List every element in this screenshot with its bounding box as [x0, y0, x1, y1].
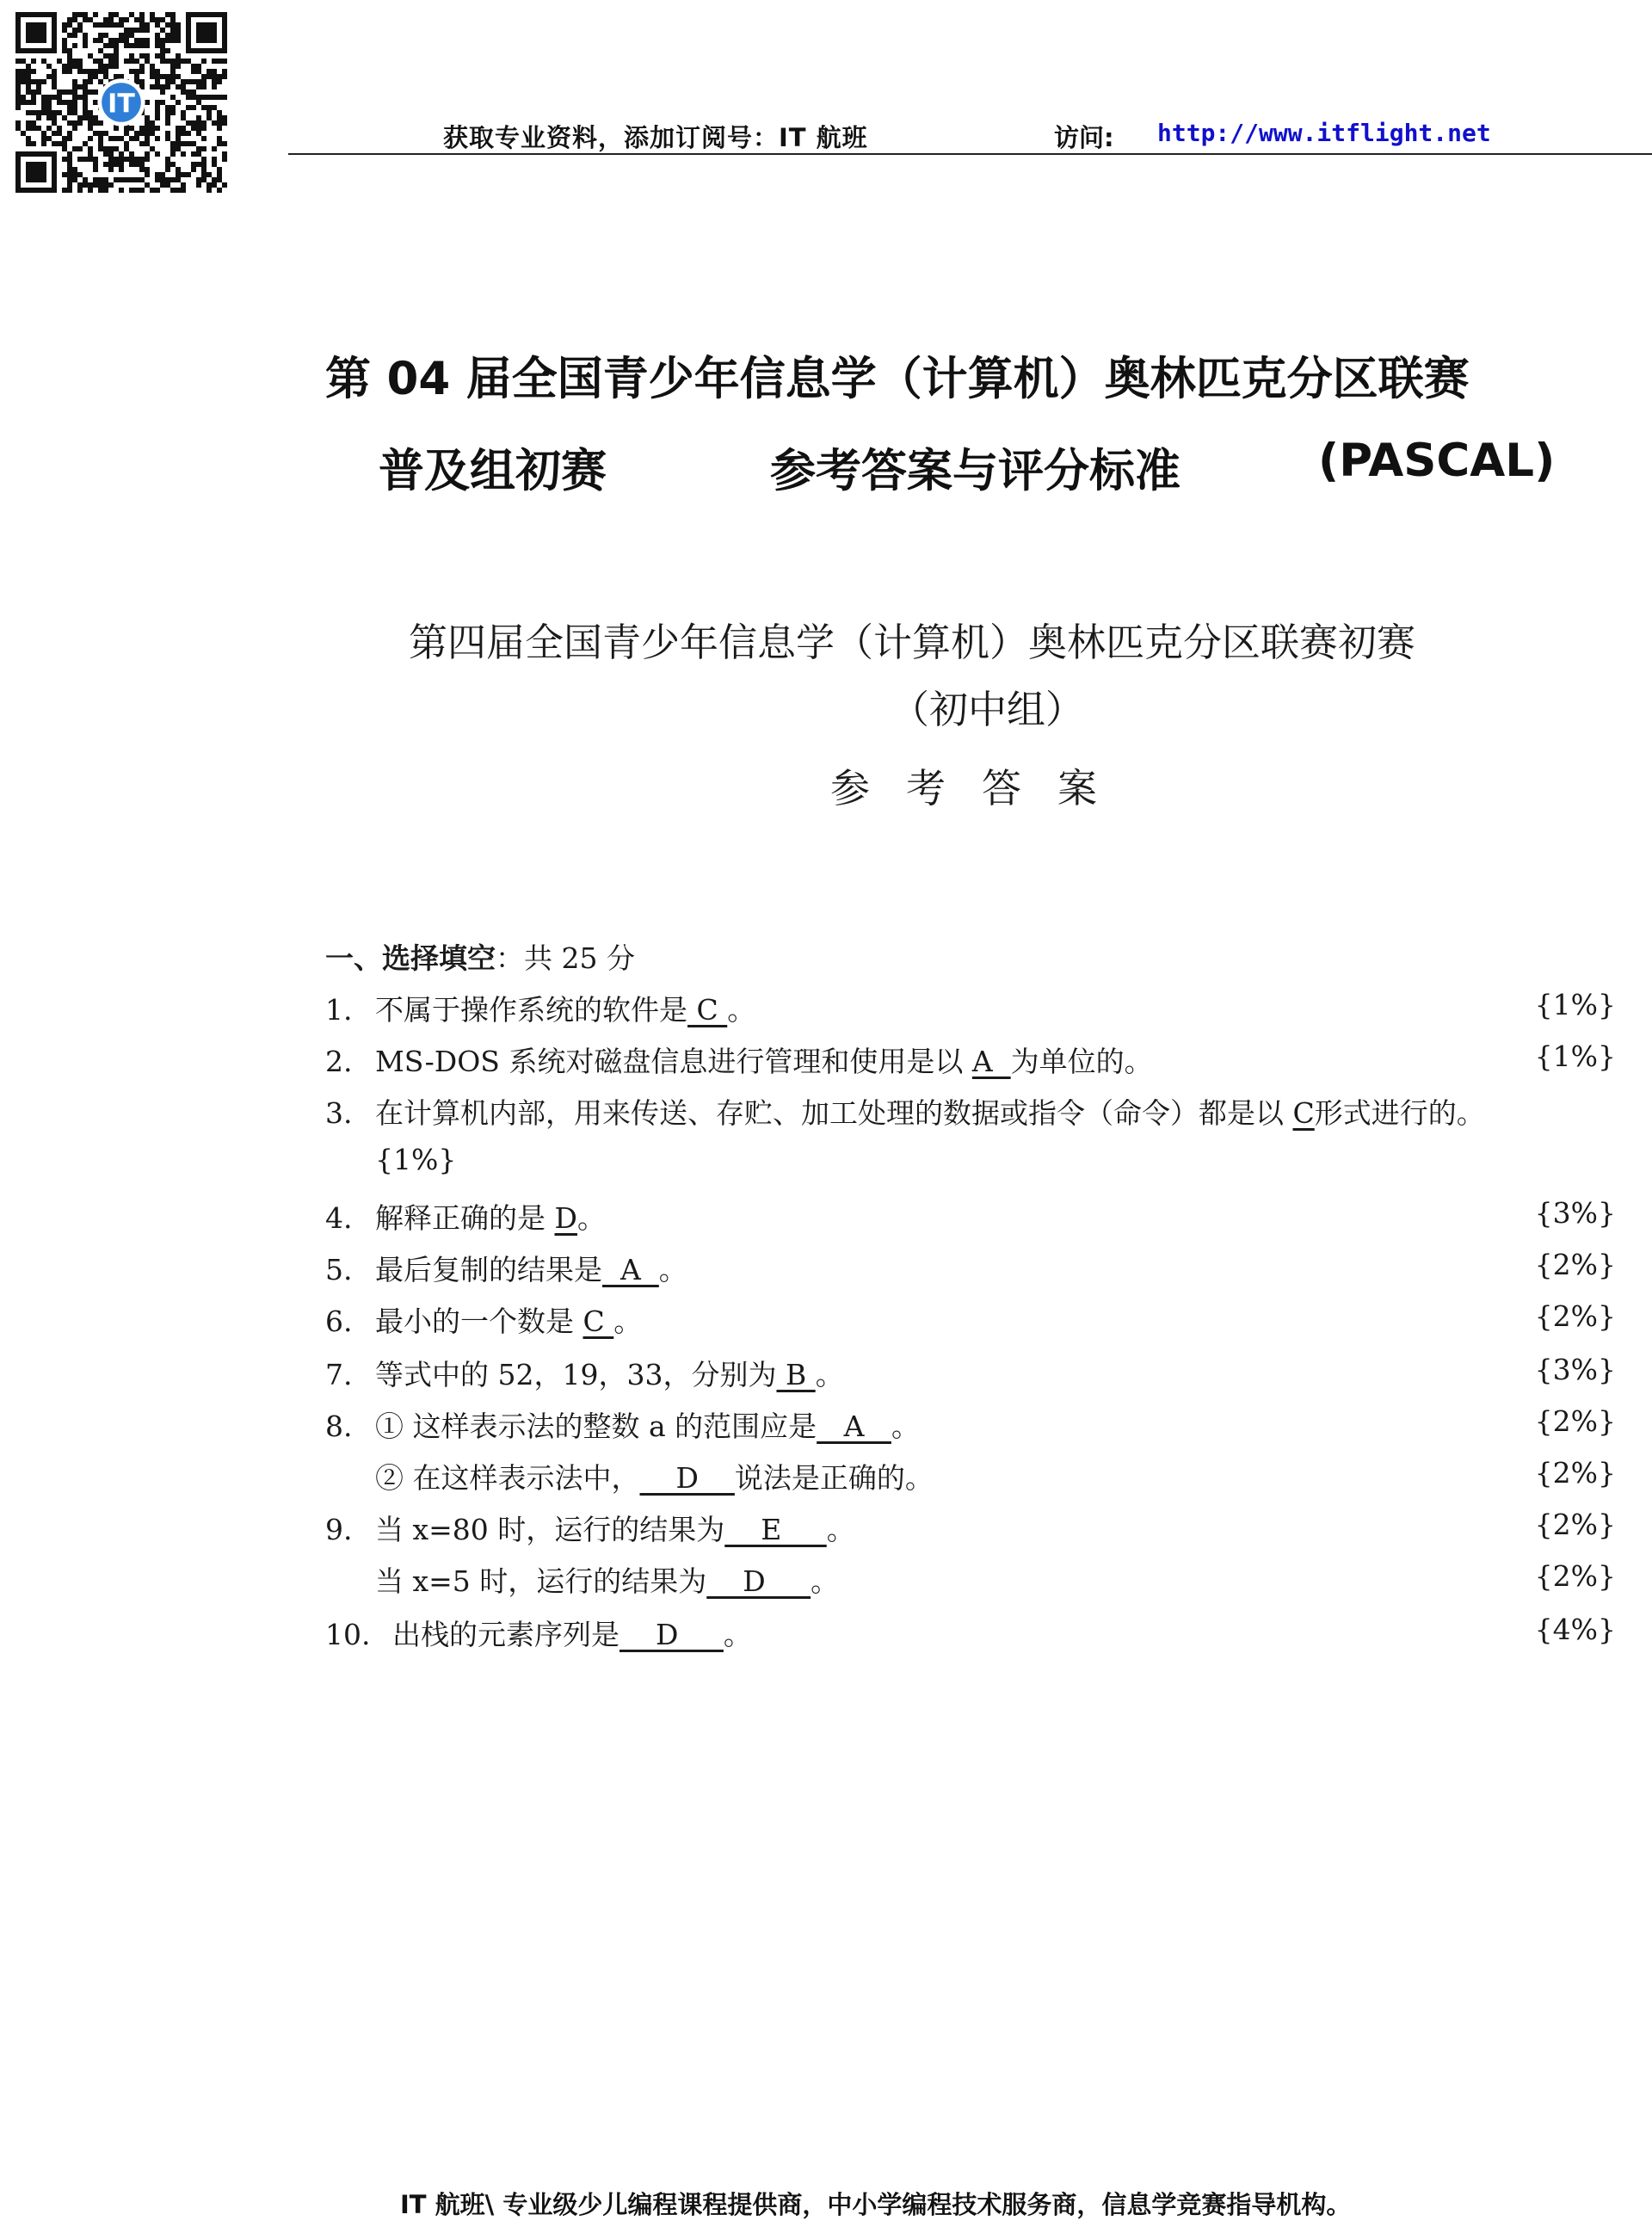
section-heading-bold: 一、选择填空 [325, 941, 496, 975]
qr-logo-text: IT [108, 89, 135, 120]
subtitle-language: (PASCAL) [1318, 435, 1556, 487]
question-score: {2%} [1534, 1456, 1616, 1490]
question-text: 最小的一个数是 [375, 1305, 583, 1338]
question-text: 解释正确的是 [375, 1201, 555, 1235]
question-row [325, 988, 1642, 1031]
question-score: {2%} [1534, 1404, 1616, 1438]
subtitle-answers: 参考答案与评分标准 [770, 445, 1180, 497]
question-number: 10. [325, 1618, 371, 1651]
question-score: {2%} [1534, 1508, 1616, 1541]
page-title: 第 04 届全国青少年信息学（计算机）奥林匹克分区联赛 [325, 353, 1470, 405]
answer-blank: A [817, 1410, 891, 1443]
answer-blank: D [554, 1201, 577, 1235]
question-text: 不属于操作系统的软件是 [375, 993, 687, 1027]
answer-blank: D [620, 1618, 724, 1651]
question-number: 5. [325, 1253, 353, 1286]
header-divider [288, 153, 1652, 155]
scan-heading: 第四届全国青少年信息学（计算机）奥林匹克分区联赛初赛 [409, 620, 1416, 665]
question-text-end: 。 [613, 1305, 643, 1338]
question-text-end: 。 [891, 1410, 920, 1443]
scan-answer-heading: 参考答案 [830, 765, 1133, 811]
question-number: 4. [325, 1201, 353, 1235]
question-number: 6. [325, 1305, 353, 1338]
question-row [325, 1404, 1642, 1447]
answer-blank: C [1292, 1096, 1315, 1130]
question-text: ② 在这样表示法中， [375, 1461, 640, 1495]
answer-blank: C [583, 1305, 614, 1338]
scan-group-heading: （初中组） [891, 687, 1085, 732]
question-text-end: 。 [826, 1513, 855, 1546]
question-score: {2%} [1534, 1299, 1616, 1333]
question-text-end: 。 [727, 993, 756, 1027]
question-text: 最后复制的结果是 [375, 1253, 602, 1286]
question-text: {1%} [375, 1143, 457, 1176]
visit-label: 访问: [1054, 123, 1114, 152]
question-text-end: 。 [658, 1253, 687, 1286]
question-row [325, 1559, 1642, 1602]
footer-text: IT 航班\ 专业级少儿编程课程提供商，中小学编程技术服务商，信息学竞赛指导机构。 [400, 2190, 1352, 2219]
question-score: {3%} [1534, 1353, 1616, 1386]
question-score: {1%} [1534, 988, 1616, 1021]
question-row [325, 1196, 1642, 1239]
question-text-end: 。 [815, 1358, 844, 1391]
question-score: {2%} [1534, 1248, 1616, 1281]
answer-blank: D [639, 1461, 735, 1495]
section-heading-rest: ：共 25 分 [496, 941, 635, 975]
answer-blank: A [602, 1253, 659, 1286]
question-text: 当 x=80 时，运行的结果为 [375, 1513, 725, 1546]
website-link[interactable]: http://www.itflight.net [1157, 119, 1491, 147]
question-number: 7. [325, 1358, 353, 1391]
question-number: 1. [325, 993, 353, 1027]
question-row [325, 1613, 1642, 1656]
question-text-end: 为单位的。 [1010, 1045, 1153, 1078]
question-text: 当 x=5 时，运行的结果为 [375, 1564, 707, 1598]
question-row [325, 1143, 1642, 1186]
answer-blank: A [971, 1045, 1011, 1078]
question-row [325, 1091, 1642, 1134]
question-score: {3%} [1534, 1196, 1616, 1230]
question-text-end: 。 [576, 1201, 606, 1235]
question-text-end: 形式进行的。 [1314, 1096, 1485, 1130]
question-row [325, 1299, 1642, 1342]
question-score: {1%} [1534, 1039, 1616, 1073]
answer-blank: D [706, 1564, 811, 1598]
question-row [325, 1508, 1642, 1551]
qr-code-image [15, 12, 227, 193]
question-row [325, 1039, 1642, 1083]
question-text-end: 。 [811, 1564, 840, 1598]
answer-blank: C [687, 993, 728, 1027]
answer-blank: E [724, 1513, 827, 1546]
section-heading [325, 936, 635, 977]
question-text: ① 这样表示法的整数 a 的范围应是 [375, 1410, 817, 1443]
question-text: MS-DOS 系统对磁盘信息进行管理和使用是以 [375, 1045, 972, 1078]
question-number: 3. [325, 1096, 353, 1130]
question-number: 2. [325, 1045, 353, 1078]
question-score: {2%} [1534, 1559, 1616, 1593]
question-row [325, 1353, 1642, 1396]
question-row [325, 1248, 1642, 1291]
question-number: 8. [325, 1410, 353, 1443]
question-text-end: 说法是正确的。 [734, 1461, 934, 1495]
question-text-end: 。 [723, 1618, 752, 1651]
question-score: {4%} [1534, 1613, 1616, 1646]
question-text: 出栈的元素序列是 [392, 1618, 620, 1651]
question-text: 等式中的 52，19，33，分别为 [375, 1358, 777, 1391]
subtitle-group: 普及组初赛 [379, 445, 607, 497]
question-number: 9. [325, 1513, 353, 1546]
question-text: 在计算机内部，用来传送、存贮、加工处理的数据或指令（命令）都是以 [375, 1096, 1293, 1130]
answer-blank: B [776, 1358, 816, 1391]
question-row [325, 1456, 1642, 1499]
subscribe-text: 获取专业资料，添加订阅号：IT 航班 [443, 123, 868, 152]
